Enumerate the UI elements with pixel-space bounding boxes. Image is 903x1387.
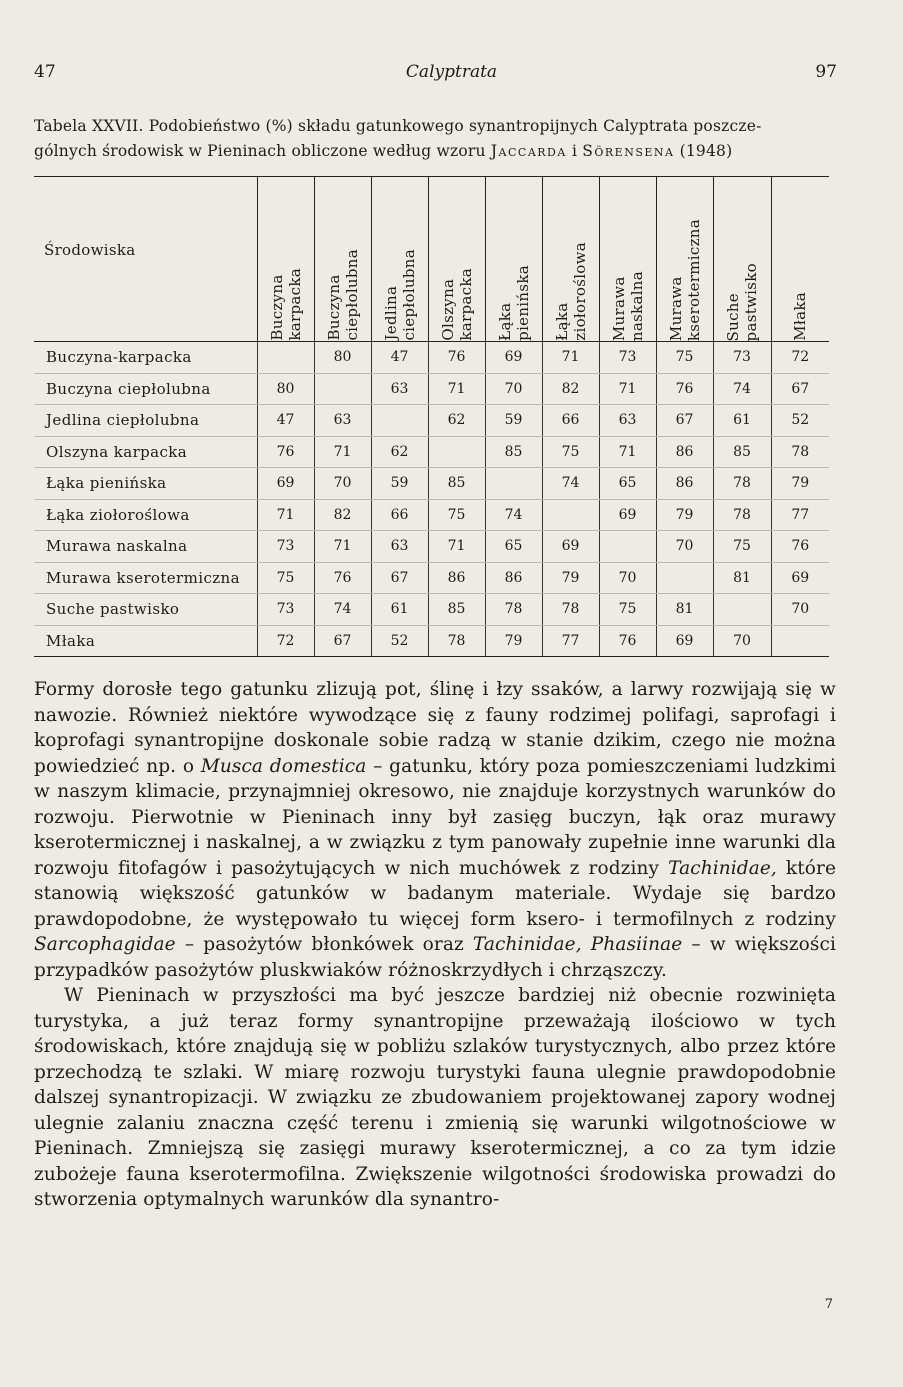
table-cell: 75: [656, 342, 713, 374]
column-header: [371, 177, 428, 342]
table-cell: 79: [771, 468, 829, 500]
table-cell: 78: [542, 594, 599, 626]
table-cell: 74: [314, 594, 371, 626]
table-cell: 69: [485, 342, 542, 374]
table-cell: 74: [542, 468, 599, 500]
table-cell: 63: [314, 405, 371, 437]
taxon-name: Sarcophagidae: [34, 934, 176, 955]
table-cell: 66: [371, 499, 428, 531]
table-cell: 61: [713, 405, 771, 437]
table-cell: 71: [314, 436, 371, 468]
table-cell: 70: [656, 531, 713, 563]
table-cell: 75: [542, 436, 599, 468]
table-cell: 71: [428, 531, 485, 563]
row-label: Łąka pienińska: [34, 468, 257, 500]
column-header: [428, 177, 485, 342]
table-cell: 65: [485, 531, 542, 563]
column-header-label: Jedlina ciepłolubna: [381, 249, 418, 341]
table-cell: 63: [371, 373, 428, 405]
table-cell: 76: [428, 342, 485, 374]
column-header-label: Murawa naskalna: [609, 270, 646, 341]
caption-author-sorensen: Sörensena: [582, 142, 675, 160]
row-label: Buczyna-karpacka: [34, 342, 257, 374]
p1-text-3: które stanowią większość gatunków w badanym materiale. Wydaje się bardzo prawdopodobne, że występowało tu więcej form ksero- i termofilnych z rodziny: [34, 857, 836, 930]
caption-author-jaccard: Jaccarda: [490, 142, 567, 160]
right-page-number: 97: [815, 62, 837, 82]
column-header-label: Buczyna ciepłolubna: [324, 249, 361, 341]
table-cell: 71: [428, 373, 485, 405]
table-cell: [656, 562, 713, 594]
table-cell: 69: [542, 531, 599, 563]
table-cell: 66: [542, 405, 599, 437]
table-cell: [485, 468, 542, 500]
table-cell: 75: [257, 562, 314, 594]
table-row: [34, 594, 829, 626]
caption-line-1: Tabela XXVII. Podobieństwo (%) składu gatunkowego synantropijnych Calyptrata poszcze-: [34, 117, 762, 135]
row-label: Murawa naskalna: [34, 531, 257, 563]
caption-line-2: gólnych środowisk w Pieninach obliczone według wzoru: [34, 142, 491, 160]
table-cell: 82: [314, 499, 371, 531]
table-cell: 67: [371, 562, 428, 594]
column-header: [257, 177, 314, 342]
table-cell: 77: [542, 625, 599, 657]
p1-text-1: Formy dorosłe tego gatunku zlizują pot, ślinę i łzy ssaków, a larwy rozwijają się w nawozie. Również niektóre wywodzące się z fauny rodzimej polifagi, saprofagi i koprofagi synantropijne doskonale sobie radzą w stanie dzikim, czego nie można powiedzieć np. o: [34, 679, 836, 777]
corner-header: Środowiska: [34, 177, 257, 342]
column-header: [314, 177, 371, 342]
similarity-table: [34, 176, 829, 657]
table-cell: 76: [599, 625, 656, 657]
table-cell: 82: [542, 373, 599, 405]
table-cell: 52: [771, 405, 829, 437]
table-cell: 65: [599, 468, 656, 500]
species-name: Musca domestica: [200, 755, 367, 777]
row-label: Łąka ziołoroślowa: [34, 499, 257, 531]
table-row: [34, 625, 829, 657]
table-cell: 78: [428, 625, 485, 657]
table-cell: 72: [257, 625, 314, 657]
row-label: Olszyna karpacka: [34, 436, 257, 468]
table-cell: 67: [771, 373, 829, 405]
column-header-label: Młaka: [791, 292, 810, 341]
column-header-label: Olszyna karpacka: [438, 268, 475, 341]
table-cell: 67: [314, 625, 371, 657]
table-row: [34, 373, 829, 405]
table-cell: 78: [713, 499, 771, 531]
table-cell: 69: [656, 625, 713, 657]
table-cell: 70: [713, 625, 771, 657]
table-cell: 85: [485, 436, 542, 468]
table-cell: 70: [771, 594, 829, 626]
caption-year: (1948): [674, 142, 733, 160]
column-header: [656, 177, 713, 342]
table-cell: 80: [257, 373, 314, 405]
table-cell: 73: [599, 342, 656, 374]
table-caption: [34, 114, 834, 164]
table-cell: 73: [257, 594, 314, 626]
table-cell: 81: [656, 594, 713, 626]
table-cell: 62: [371, 436, 428, 468]
column-header-label: Suche pastwisko: [724, 262, 760, 341]
table-cell: 75: [713, 531, 771, 563]
table-cell: 79: [656, 499, 713, 531]
table-cell: 47: [371, 342, 428, 374]
table-cell: 85: [428, 594, 485, 626]
table-row: [34, 531, 829, 563]
table-cell: 71: [599, 436, 656, 468]
table-cell: 78: [771, 436, 829, 468]
table-body: [34, 342, 829, 657]
table-row: [34, 499, 829, 531]
table-row: [34, 468, 829, 500]
table-cell: 69: [257, 468, 314, 500]
table-cell: 81: [713, 562, 771, 594]
table-header-row: [34, 177, 829, 342]
p1-text-5: – w większości przypadków pasożytów pluskwiaków różnoskrzydłych i chrząszczy.: [34, 934, 836, 981]
table-cell: 52: [371, 625, 428, 657]
p1-text-4: – pasożytów błonkówek oraz: [175, 934, 473, 955]
table-cell: 74: [713, 373, 771, 405]
signature-mark: 7: [824, 1297, 833, 1312]
table-cell: [771, 625, 829, 657]
table-cell: 78: [485, 594, 542, 626]
column-header-label: Buczyna karpacka: [267, 268, 304, 341]
row-label: Młaka: [34, 625, 257, 657]
table-cell: [599, 531, 656, 563]
table-cell: 62: [428, 405, 485, 437]
left-page-number: 47: [34, 62, 56, 82]
table-cell: 70: [599, 562, 656, 594]
table-cell: 76: [656, 373, 713, 405]
column-header: [599, 177, 656, 342]
row-label: Suche pastwisko: [34, 594, 257, 626]
table-cell: 71: [257, 499, 314, 531]
table-cell: 67: [656, 405, 713, 437]
table-cell: 71: [542, 342, 599, 374]
table-cell: 80: [314, 342, 371, 374]
column-header: [542, 177, 599, 342]
table-row: [34, 342, 829, 374]
table-cell: 59: [371, 468, 428, 500]
table-cell: 63: [371, 531, 428, 563]
table-cell: 77: [771, 499, 829, 531]
table-cell: 59: [485, 405, 542, 437]
row-label: Buczyna ciepłolubna: [34, 373, 257, 405]
table-cell: 71: [314, 531, 371, 563]
row-label: Jedlina ciepłolubna: [34, 405, 257, 437]
table-cell: 79: [485, 625, 542, 657]
column-header-label: Łąka pienińska: [495, 265, 532, 341]
table-cell: 85: [713, 436, 771, 468]
table-cell: 69: [599, 499, 656, 531]
table-cell: 74: [485, 499, 542, 531]
table-cell: [428, 436, 485, 468]
table-cell: [257, 342, 314, 374]
table-cell: 73: [713, 342, 771, 374]
table-cell: 71: [599, 373, 656, 405]
table-cell: 73: [257, 531, 314, 563]
caption-conjunction: i: [566, 142, 583, 160]
table-cell: 61: [371, 594, 428, 626]
row-label: Murawa kserotermiczna: [34, 562, 257, 594]
paragraph-1: [34, 677, 836, 983]
table-cell: 63: [599, 405, 656, 437]
table-cell: 47: [257, 405, 314, 437]
column-header-label: Murawa kserotermiczna: [666, 218, 703, 341]
taxon-name: Tachinidae, Phasiinae: [472, 934, 683, 955]
taxon-name: Tachinidae,: [668, 857, 777, 879]
paragraph-2: W Pieninach w przyszłości ma być jeszcze bardziej niż obecnie rozwinięta turystyka, a już teraz formy synantropijne przeważają ilościowo w tych środowiskach, które znajdują się w pobliżu szlaków turystycznych, albo przez które przechodzą te szlaki. W miarę rozwoju turystyki fauna ulegnie prawdopodobnie dalszej synantropizacji. W związku ze zbudowaniem projektowanej zapory wodnej ulegnie zalaniu znaczna część terenu i zmienią się warunki wilgotnościowe w Pieninach. Zmniejszą się zasięgi murawy kserotermicznej, a co za tym idzie zubożeje fauna kserotermofilna. Zwiększenie wilgotności środowiska prowadzi do stworzenia optymalnych warunków dla synantro-: [34, 985, 836, 1210]
table-row: [34, 405, 829, 437]
table-cell: [314, 373, 371, 405]
table-cell: 86: [485, 562, 542, 594]
table-cell: 70: [314, 468, 371, 500]
table-cell: 79: [542, 562, 599, 594]
table-cell: 86: [428, 562, 485, 594]
table-cell: 85: [428, 468, 485, 500]
table-cell: 78: [713, 468, 771, 500]
table-cell: 76: [314, 562, 371, 594]
table-row: [34, 436, 829, 468]
column-header: [771, 177, 829, 342]
table-cell: 86: [656, 468, 713, 500]
table-cell: 75: [599, 594, 656, 626]
table-cell: [542, 499, 599, 531]
column-header-label: Łąka ziołoroślowa: [552, 242, 589, 341]
table-cell: 76: [771, 531, 829, 563]
table-cell: 75: [428, 499, 485, 531]
column-header: [485, 177, 542, 342]
table-cell: 86: [656, 436, 713, 468]
column-header: [713, 177, 771, 342]
table-cell: [713, 594, 771, 626]
body-text: [34, 677, 836, 1213]
table-cell: [371, 405, 428, 437]
table-cell: 70: [485, 373, 542, 405]
table-cell: 72: [771, 342, 829, 374]
table-row: [34, 562, 829, 594]
p1-text-2: – gatunku, który poza pomieszczeniami ludzkimi w naszym klimacie, przynajmniej okresowo, nie znajduje korzystnych warunków do rozwoju. Pierwotnie w Pieninach inny był zasięg buczyn, łąk oraz murawy kserotermicznej i naskalnej, a w związku z tym panowały zupełnie inne warunki dla rozwoju fitofagów i pasożytujących w nich muchówek z rodziny: [34, 755, 836, 879]
table-cell: 76: [257, 436, 314, 468]
table-cell: 69: [771, 562, 829, 594]
running-title: Calyptrata: [405, 62, 498, 82]
